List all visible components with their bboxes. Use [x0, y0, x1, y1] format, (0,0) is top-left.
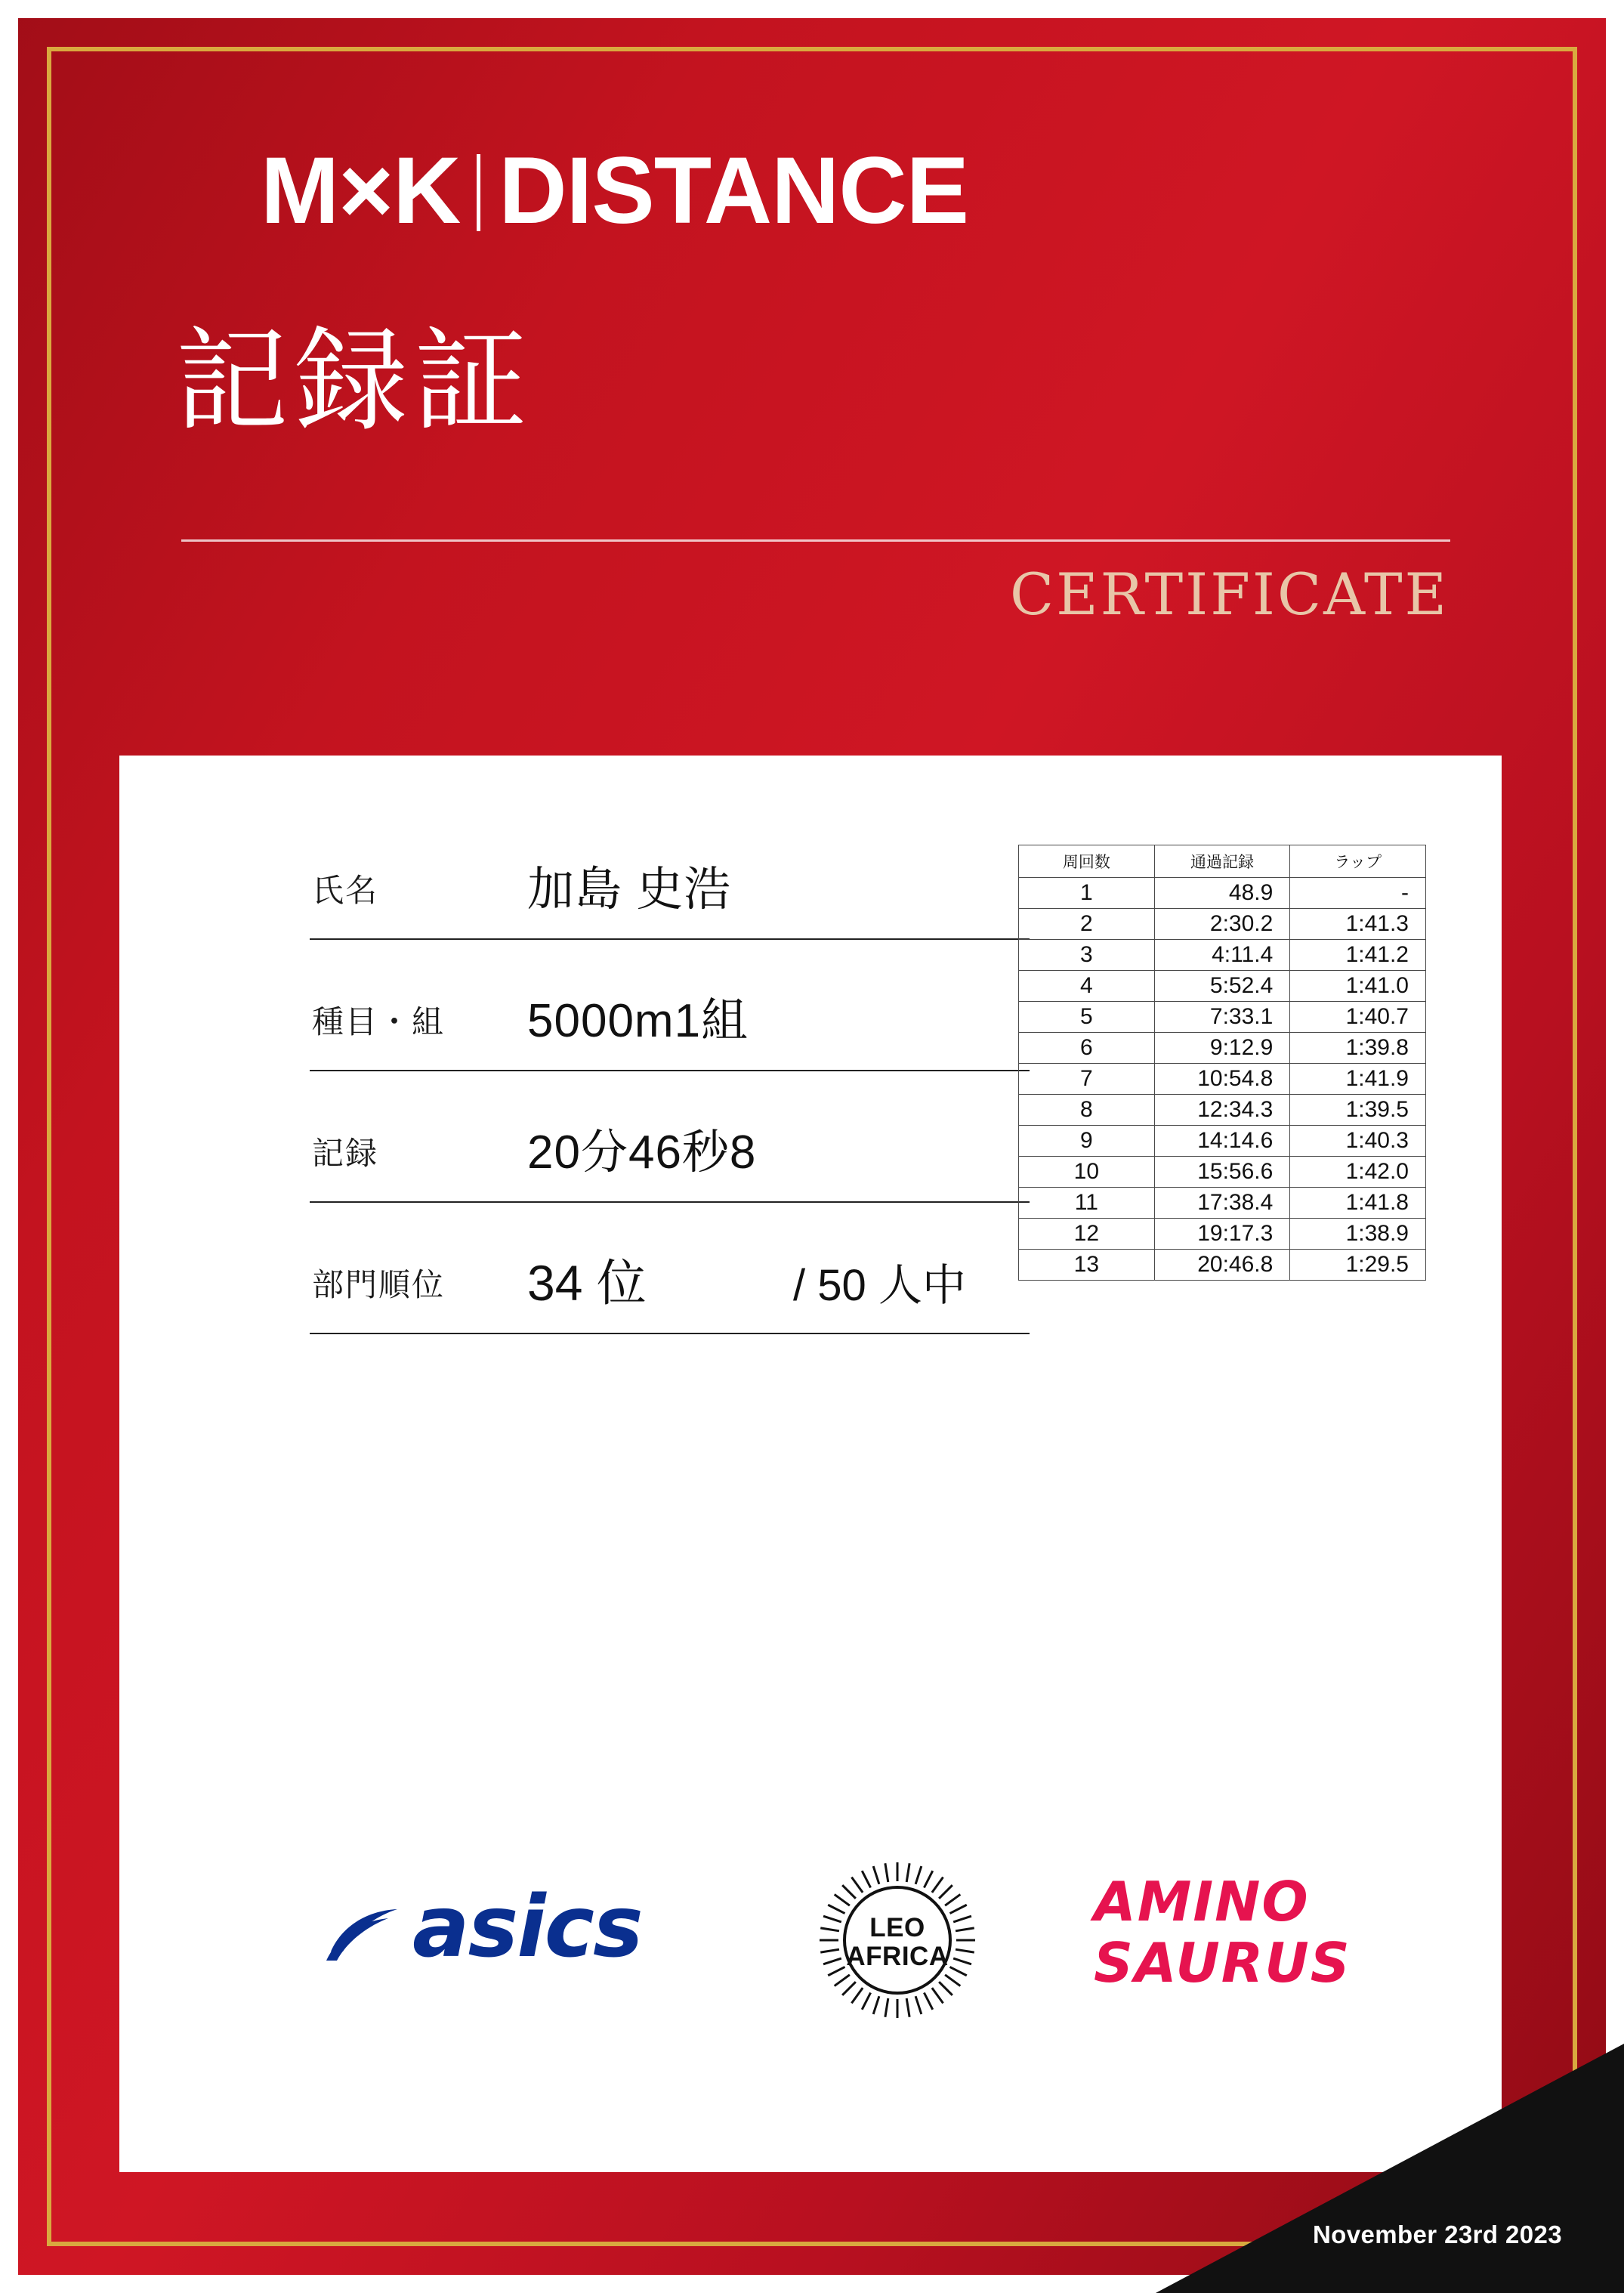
brand-title-left: M×K — [261, 138, 461, 243]
lap-time: 1:41.8 — [1290, 1188, 1426, 1219]
asics-swoosh-icon — [325, 1905, 414, 1964]
name-value: 加島 史浩 — [527, 864, 732, 916]
brand-title — [261, 138, 969, 243]
lap-table-container — [1018, 845, 1426, 1281]
rank-value: 34 位 — [527, 1255, 647, 1311]
lap-number: 5 — [1019, 1002, 1155, 1033]
table-row — [1019, 940, 1426, 971]
event-label: 種目・組 — [312, 1004, 446, 1040]
lap-table — [1018, 845, 1426, 1281]
table-row — [1019, 878, 1426, 909]
table-row — [1019, 971, 1426, 1002]
rank-label: 部門順位 — [312, 1267, 446, 1303]
lap-split: 5:52.4 — [1154, 971, 1290, 1002]
table-row — [1019, 1219, 1426, 1250]
lap-split: 2:30.2 — [1154, 909, 1290, 940]
lap-time: 1:40.7 — [1290, 1002, 1426, 1033]
lap-table-header-lap: 周回数 — [1019, 845, 1155, 878]
rank-total: / 50 人中 — [793, 1261, 966, 1310]
asics-wordmark: asics — [412, 1878, 642, 1976]
header-divider-line — [181, 539, 1450, 542]
lap-number: 3 — [1019, 940, 1155, 971]
leo-africa-wordmark — [803, 1914, 992, 1971]
table-row — [1019, 1064, 1426, 1095]
table-row — [1019, 1188, 1426, 1219]
lap-number: 1 — [1019, 878, 1155, 909]
lap-number: 9 — [1019, 1126, 1155, 1157]
lap-split: 20:46.8 — [1154, 1250, 1290, 1281]
info-row-name — [195, 808, 1041, 940]
info-row-event — [195, 940, 1041, 1071]
leo-africa-logo — [803, 1859, 992, 2022]
lap-number: 4 — [1019, 971, 1155, 1002]
lap-number: 7 — [1019, 1064, 1155, 1095]
lap-number: 8 — [1019, 1095, 1155, 1126]
lap-split: 9:12.9 — [1154, 1033, 1290, 1064]
page-title-jp: 記録証 — [175, 316, 534, 447]
lap-number: 6 — [1019, 1033, 1155, 1064]
lap-split: 17:38.4 — [1154, 1188, 1290, 1219]
lap-number: 12 — [1019, 1219, 1155, 1250]
rank-underline — [310, 1333, 1030, 1334]
table-row — [1019, 909, 1426, 940]
asics-logo — [322, 1879, 715, 1992]
lap-time: 1:41.9 — [1290, 1064, 1426, 1095]
lap-time: 1:39.5 — [1290, 1095, 1426, 1126]
page-title-en: CERTIFICATE — [1009, 561, 1449, 628]
event-value: 5000m1組 — [527, 995, 749, 1047]
name-label: 氏名 — [312, 873, 379, 908]
lap-time: 1:41.2 — [1290, 940, 1426, 971]
record-value: 20分46秒8 — [527, 1126, 757, 1179]
amino-line-2: SAURUS — [1094, 1930, 1351, 1995]
lap-split: 48.9 — [1154, 878, 1290, 909]
lap-time: 1:42.0 — [1290, 1157, 1426, 1188]
brand-title-right: DISTANCE — [499, 138, 969, 243]
aminosaurus-logo — [1094, 1871, 1426, 1993]
event-date: November 23rd 2023 — [1312, 2220, 1562, 2248]
leo-line-1: LEO — [869, 1913, 925, 1942]
table-row — [1019, 1095, 1426, 1126]
info-row-record — [195, 1071, 1041, 1203]
lap-split: 15:56.6 — [1154, 1157, 1290, 1188]
table-row — [1019, 1033, 1426, 1064]
sponsor-logos — [119, 1847, 1502, 2044]
lap-number: 10 — [1019, 1157, 1155, 1188]
info-row-rank — [195, 1203, 1041, 1334]
lap-time: 1:38.9 — [1290, 1219, 1426, 1250]
brand-divider — [477, 154, 480, 231]
lap-split: 19:17.3 — [1154, 1219, 1290, 1250]
table-row — [1019, 1250, 1426, 1281]
lap-number: 13 — [1019, 1250, 1155, 1281]
lap-number: 11 — [1019, 1188, 1155, 1219]
table-row — [1019, 1157, 1426, 1188]
result-info-block — [195, 808, 1041, 1334]
amino-line-1: AMINO — [1094, 1870, 1310, 1933]
lap-time: 1:41.3 — [1290, 909, 1426, 940]
lap-split: 12:34.3 — [1154, 1095, 1290, 1126]
lap-time: 1:29.5 — [1290, 1250, 1426, 1281]
lap-time: 1:41.0 — [1290, 971, 1426, 1002]
lap-number: 2 — [1019, 909, 1155, 940]
record-label: 記録 — [312, 1136, 379, 1171]
lap-table-header-laptime: ラップ — [1290, 845, 1426, 878]
lap-time: 1:39.8 — [1290, 1033, 1426, 1064]
lap-time: - — [1290, 878, 1426, 909]
table-row — [1019, 1002, 1426, 1033]
lap-split: 4:11.4 — [1154, 940, 1290, 971]
lap-split: 7:33.1 — [1154, 1002, 1290, 1033]
lap-table-header-split: 通過記録 — [1154, 845, 1290, 878]
lap-split: 10:54.8 — [1154, 1064, 1290, 1095]
lap-split: 14:14.6 — [1154, 1126, 1290, 1157]
lap-time: 1:40.3 — [1290, 1126, 1426, 1157]
lap-table-header-row — [1019, 845, 1426, 878]
content-card — [119, 756, 1502, 2172]
table-row — [1019, 1126, 1426, 1157]
leo-line-2: AFRICA — [846, 1941, 949, 1971]
